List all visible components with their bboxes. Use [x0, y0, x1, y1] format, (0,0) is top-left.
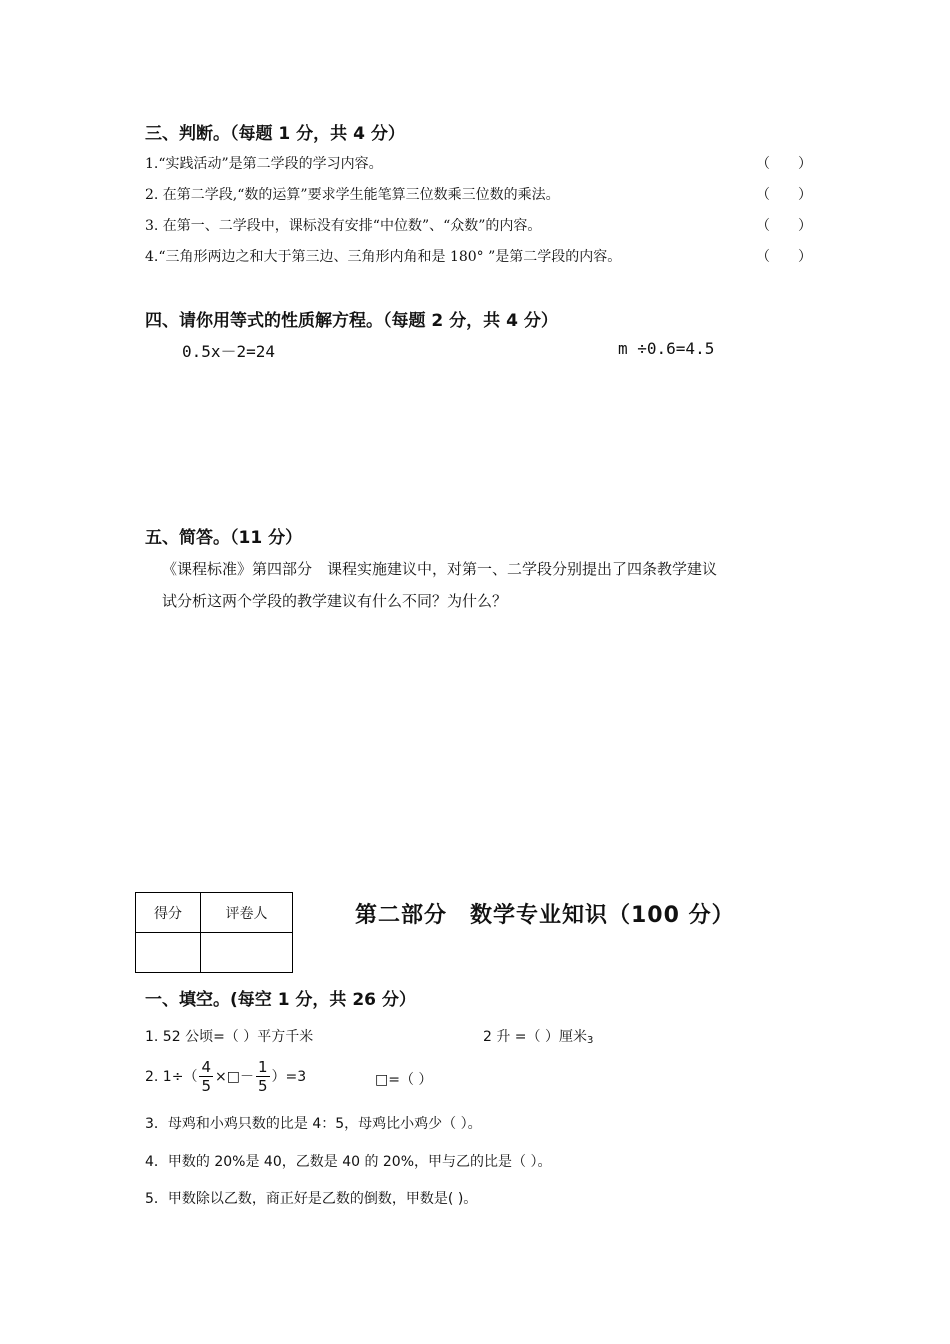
grader-header: 评卷人 — [201, 893, 293, 933]
section5-question-line2: 试分析这两个学段的教学建议有什么不同？为什么？ — [162, 592, 508, 610]
fill-q2-middle: ×□－ — [215, 1069, 254, 1085]
equation-2: m ÷0.6=4.5 — [618, 339, 715, 358]
score-cell[interactable] — [136, 933, 201, 973]
judge-answer-3[interactable]: （ ） — [756, 218, 812, 234]
equation-1: 0.5x－2=24 — [182, 342, 276, 361]
cubic-superscript: 3 — [587, 1035, 594, 1046]
fill-q1-part-b-text: 2 升 =（ ）厘米 — [483, 1029, 587, 1045]
fraction-four-fifths — [199, 1058, 213, 1095]
judge-item-4: 4.“三角形两边之和大于第三边、三角形内角和是 180° ”是第二学段的内容。 — [145, 249, 622, 265]
fill-heading: 一、填空。(每空 1 分，共 26 分） — [145, 990, 416, 1010]
fraction-one-fifth — [256, 1058, 270, 1095]
section4-heading: 四、请你用等式的性质解方程。（每题 2 分，共 4 分） — [145, 311, 558, 331]
section3-heading: 三、判断。（每题 1 分，共 4 分） — [145, 124, 405, 144]
score-header: 得分 — [136, 893, 201, 933]
fill-q5: 5．甲数除以乙数，商正好是乙数的倒数，甲数是( )。 — [145, 1191, 478, 1207]
fill-q1-part-a: 1. 52 公顷=（ ）平方千米 — [145, 1029, 314, 1045]
judge-item-3: 3. 在第一、二学段中，课标没有安排“中位数”、“众数”的内容。 — [145, 218, 542, 234]
grader-cell[interactable] — [201, 933, 293, 973]
fill-q2-suffix: ）=3 — [271, 1069, 307, 1085]
score-table — [135, 892, 293, 973]
fill-q2-prefix: 2. 1÷（ — [145, 1069, 198, 1085]
fraction-denominator: 5 — [201, 1076, 211, 1095]
fill-q2-box-answer: □=（ ） — [375, 1072, 433, 1088]
fill-q3: 3．母鸡和小鸡只数的比是 4：5，母鸡比小鸡少（ ）。 — [145, 1116, 482, 1132]
fraction-numerator: 4 — [201, 1057, 211, 1076]
fill-q2 — [145, 1053, 306, 1099]
section5-question-line1: 《课程标准》第四部分 课程实施建议中，对第一、二学段分别提出了四条教学建议 — [162, 560, 718, 578]
judge-item-2: 2. 在第二学段,“数的运算”要求学生能笔算三位数乘三位数的乘法。 — [145, 187, 560, 203]
judge-answer-1[interactable]: （ ） — [756, 156, 812, 172]
fill-q4: 4．甲数的 20%是 40，乙数是 40 的 20%，甲与乙的比是（ ）。 — [145, 1154, 552, 1170]
fraction-denominator: 5 — [257, 1076, 268, 1095]
fill-q1-part-b — [483, 1026, 593, 1046]
section5-heading: 五、简答。（11 分） — [145, 528, 303, 548]
part2-title: 第二部分 数学专业知识（100 分） — [355, 903, 735, 928]
judge-answer-4[interactable]: （ ） — [756, 249, 812, 265]
fraction-numerator: 1 — [257, 1057, 268, 1076]
judge-item-1: 1.“实践活动”是第二学段的学习内容。 — [145, 156, 383, 172]
judge-answer-2[interactable]: （ ） — [756, 187, 812, 203]
